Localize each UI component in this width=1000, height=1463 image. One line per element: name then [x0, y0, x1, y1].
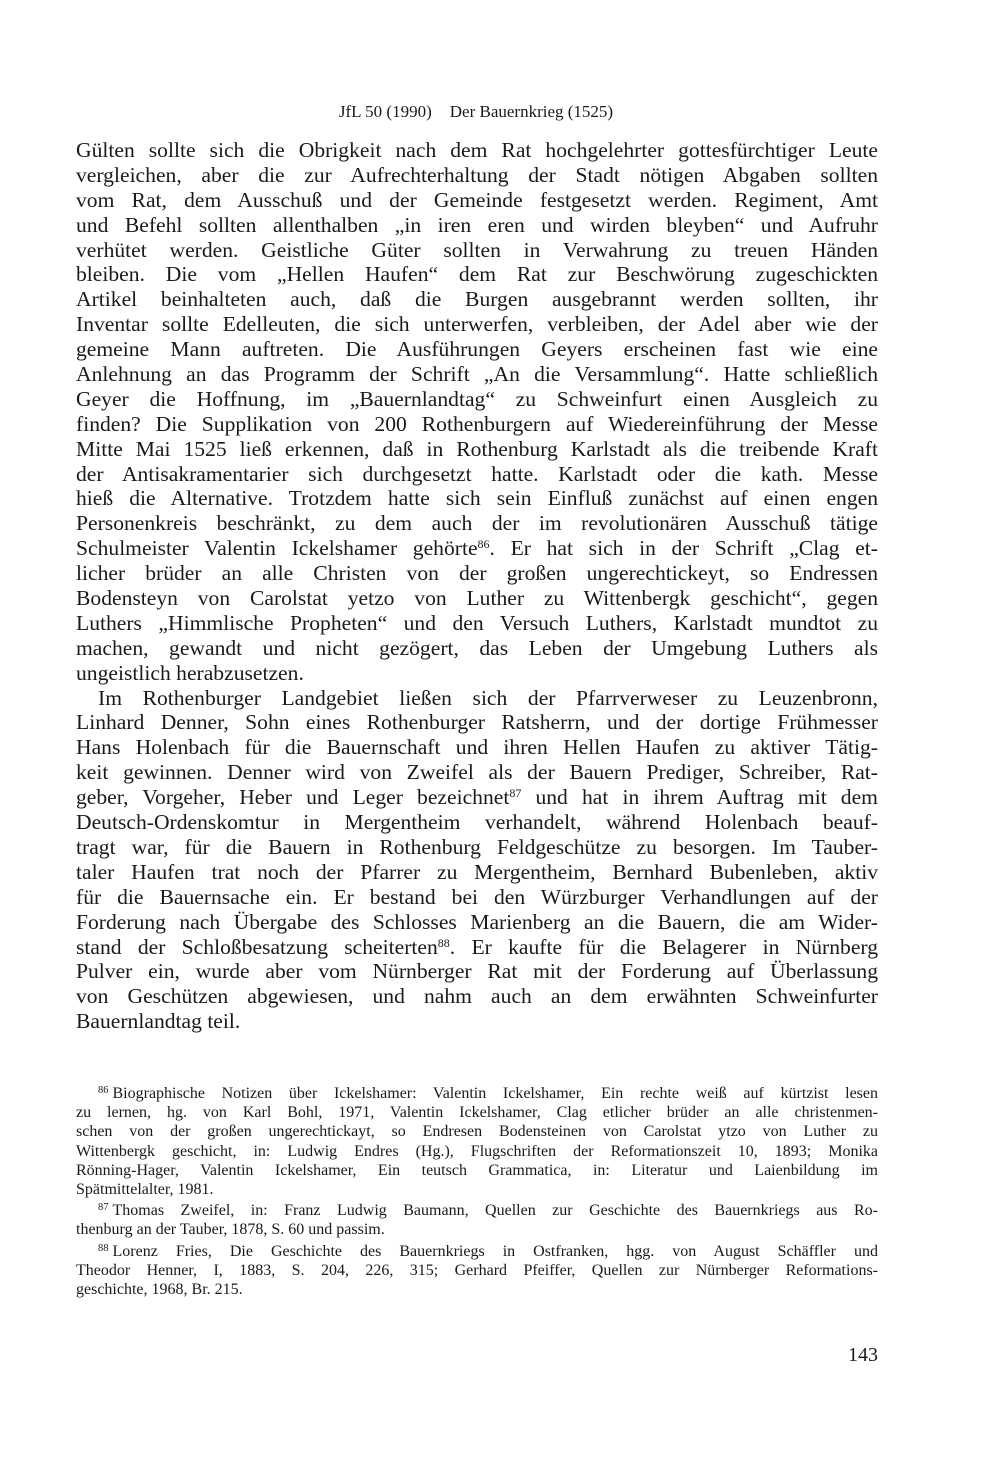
- text-line: [76, 785, 878, 810]
- text-line: Deutsch-Ordenskomtur in Mergentheim verhandelt, während Holenbach beauf-: [76, 810, 878, 835]
- text-line: ungeistlich herabzusetzen.: [76, 660, 304, 685]
- text-line: [76, 536, 878, 561]
- running-title: Der Bauernkrieg (1525): [449, 102, 614, 121]
- paragraph-1: [76, 138, 878, 686]
- footnote-line: [76, 1242, 878, 1261]
- text-line: Personenkreis beschränkt, zu dem auch der im revolutionären Ausschuß tätige: [76, 511, 878, 536]
- text-line: bleiben. Die vom „Hellen Haufen“ dem Rat zur Beschwörung zugeschickten: [76, 262, 878, 287]
- footnote-line: geschichte, 1968, Br. 215.: [76, 1280, 243, 1298]
- text-line: Pulver ein, wurde aber vom Nürnberger Rat mit der Forderung auf Überlassung: [76, 959, 878, 984]
- footnote-line: Rönning-Hager, Valentin Ickelshamer, Ein teutsch Grammatica, in: Literatur und Laienbildung im: [76, 1161, 878, 1179]
- text-line: Bauernlandtag teil.: [76, 1009, 241, 1034]
- text-line: machen, gewandt und nicht gezögert, das Leben der Umgebung Luthers als: [76, 635, 878, 660]
- text-line: für die Bauernsache ein. Er bestand bei den Würzburger Verhandlungen auf der: [76, 884, 878, 909]
- text-line: von Geschützen abgewiesen, und nahm auch an dem erwähnten Schweinfurter: [76, 984, 878, 1009]
- text-line: verhütet werden. Geistliche Güter sollten in Verwahrung zu treuen Händen: [76, 237, 878, 262]
- footnote-line: Theodor Henner, I, 1883, S. 204, 226, 315; Gerhard Pfeiffer, Quellen zur Nürnberger Reformations-: [76, 1261, 878, 1279]
- text-segment: geber, Vorgeher, Heber und Leger bezeichnet: [76, 785, 510, 810]
- footnote-number: 88: [98, 1242, 109, 1254]
- text-line: und Befehl sollten allenthalben „in iren eren und wirden bleyben“ und Aufruhr: [76, 212, 878, 237]
- text-line: Im Rothenburger Landgebiet ließen sich der Pfarrverweser zu Leuzenbronn,: [98, 685, 878, 710]
- text-line: Bodensteyn von Carolstat yetzo von Luther zu Wittenbergk geschicht“, gegen: [76, 586, 878, 611]
- text-line: keit gewinnen. Denner wird von Zweifel als der Bauern Prediger, Schreiber, Rat-: [76, 760, 878, 785]
- text-line: Inventar sollte Edelleuten, die sich unterwerfen, verbleiben, der Adel aber wie der: [76, 312, 878, 337]
- body-text: [76, 138, 878, 1034]
- text-line: Gülten sollte sich die Obrigkeit nach dem Rat hochgelehrter gottesfürchtiger Leute: [76, 138, 878, 162]
- text-line: taler Haufen trat noch der Pfarrer zu Mergentheim, Bernhard Bubenleben, aktiv: [76, 859, 878, 884]
- text-line: der Antisakramentarier sich durchgesetzt hatte. Karlstadt oder die kath. Messe: [76, 461, 878, 486]
- footnotes: [76, 1084, 878, 1301]
- footnote-86: [76, 1084, 878, 1199]
- text-line: Hans Holenbach für die Bauernschaft und ihren Hellen Haufen zu aktiver Tätig-: [76, 735, 878, 760]
- text-line: vergleichen, aber die zur Aufrechterhaltung der Stadt nötigen Abgaben sollten: [76, 162, 878, 187]
- text-line: licher brüder an alle Christen von der großen ungerechtickeyt, so Endressen: [76, 561, 878, 586]
- footnote-ref-87[interactable]: 87: [509, 786, 522, 801]
- footnote-number: 86: [98, 1085, 109, 1096]
- text-line: gemeine Mann auftreten. Die Ausführungen Geyers erscheinen fast wie eine: [76, 337, 878, 362]
- text-line: vom Rat, dem Ausschuß und der Gemeinde festgesetzt werden. Regiment, Amt: [76, 187, 878, 212]
- text-line: tragt war, für die Bauern in Rothenburg Feldgeschütze zu besorgen. Im Tauber-: [76, 834, 878, 859]
- text-segment: . Er kaufte für die Belagerer in Nürnberg: [449, 934, 878, 959]
- text-line: Mitte Mai 1525 ließ erkennen, daß in Rothenburg Karlstadt als die treibende Kraft: [76, 436, 878, 461]
- footnote-line: Wittenbergk geschicht, in: Ludwig Endres (Hg.), Flugschriften der Reformationszeit 10, 1893; Monika: [76, 1142, 878, 1160]
- text-segment: Thomas Zweifel, in: Franz Ludwig Baumann, Quellen zur Geschichte des Bauernkriegs aus Ro-: [112, 1202, 878, 1220]
- text-segment: stand der Schloßbesatzung scheiterten: [76, 934, 438, 959]
- text-line: Linhard Denner, Sohn eines Rothenburger Ratsherrn, und der dortige Frühmesser: [76, 710, 878, 735]
- footnote-line: zu lernen, hg. von Karl Bohl, 1971, Valentin Ickelshamer, Clag etlicher brüder an alle christenmen-: [76, 1104, 878, 1122]
- paragraph-2: [76, 686, 878, 1034]
- journal-reference: JfL 50 (1990): [338, 102, 432, 121]
- footnote-87: [76, 1201, 878, 1239]
- text-segment: Biographische Notizen über Ickelshamer: Valentin Ickelshamer, Ein rechte weiß auf kürtzist lesen: [112, 1085, 878, 1102]
- text-line: Geyer die Hoffnung, im „Bauernlandtag“ zu Schweinfurt einen Ausgleich zu: [76, 386, 878, 411]
- running-header: [76, 100, 876, 124]
- text-segment: Lorenz Fries, Die Geschichte des Bauernkriegs in Ostfranken, hgg. von August Schäffler und: [112, 1242, 878, 1260]
- text-line: Luthers „Himmlische Propheten“ und den Versuch Luthers, Karlstadt mundtot zu: [76, 610, 878, 635]
- text-line: Forderung nach Übergabe des Schlosses Marienberg an die Bauern, die am Wider-: [76, 909, 878, 934]
- footnote-line: schen von der großen ungerechtickayt, so Endresen Bodensteinen von Carolstat ytzo von Luther zu: [76, 1123, 878, 1141]
- footnote-ref-86[interactable]: 86: [477, 537, 490, 552]
- footnote-line: [76, 1201, 878, 1220]
- text-segment: und hat in ihrem Auftrag mit dem: [521, 785, 878, 810]
- text-line: finden? Die Supplikation von 200 Rothenburgern auf Wiedereinführung der Messe: [76, 411, 878, 436]
- text-line: [76, 935, 878, 960]
- text-segment: . Er hat sich in der Schrift „Clag et-: [489, 536, 878, 561]
- text-line: Anlehnung an das Programm der Schrift „An die Versammlung“. Hatte schließlich: [76, 362, 878, 387]
- footnote-88: [76, 1242, 878, 1300]
- text-segment: Schulmeister Valentin Ickelshamer gehörte: [76, 536, 478, 561]
- footnote-line: [76, 1084, 878, 1103]
- footnote-ref-88[interactable]: 88: [437, 935, 450, 950]
- text-line: hieß die Alternative. Trotzdem hatte sich sein Einfluß zunächst auf einen engen: [76, 486, 878, 511]
- text-line: Artikel beinhalteten auch, daß die Burgen ausgebrannt werden sollten, ihr: [76, 287, 878, 312]
- footnote-number: 87: [98, 1202, 109, 1214]
- footnote-line: thenburg an der Tauber, 1878, S. 60 und passim.: [76, 1221, 385, 1239]
- page-number: 143: [848, 1344, 878, 1366]
- footnote-line: Spätmittelalter, 1981.: [76, 1180, 214, 1198]
